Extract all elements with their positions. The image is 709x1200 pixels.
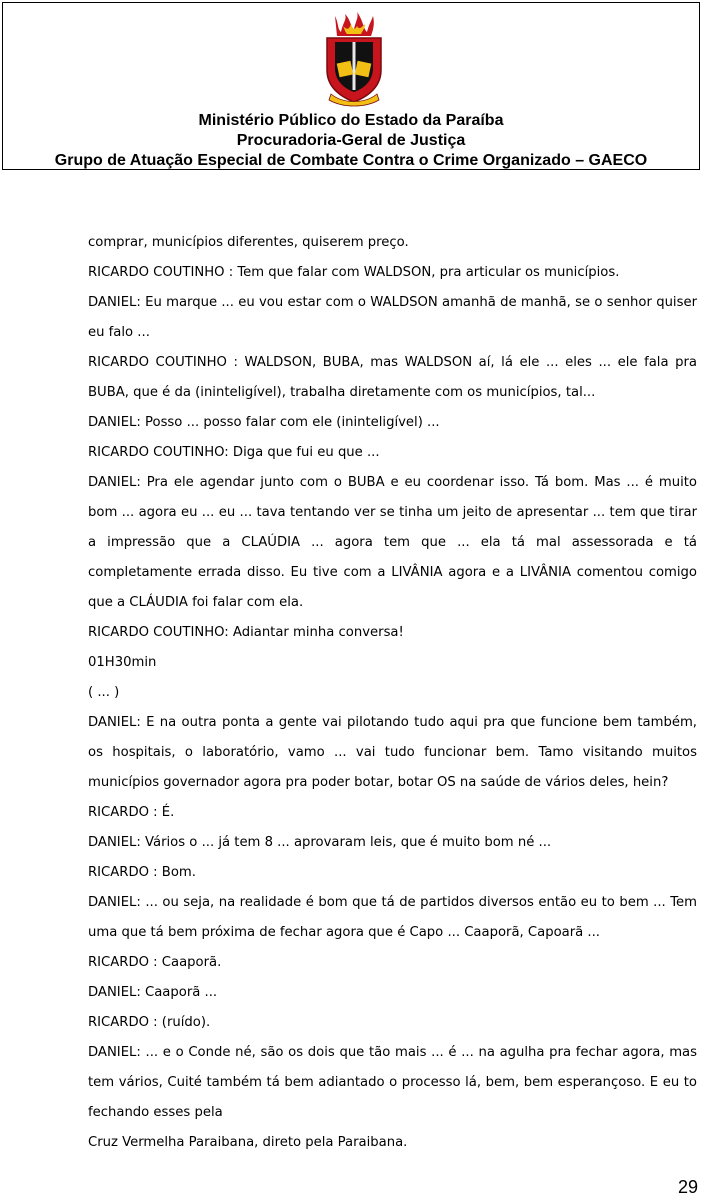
page-number: 29	[677, 1177, 698, 1197]
header-line-ministerio: Ministério Público do Estado da Paraíba	[198, 112, 504, 129]
gaeco-coat-of-arms-icon	[321, 12, 387, 108]
header-line-procuradoria: Procuradoria-Geral de Justiça	[236, 132, 466, 149]
transcript-paragraph: comprar, municípios diferentes, quiserem preço.	[88, 235, 409, 250]
transcript-paragraph: DANIEL: ... ou seja, na realidade é bom que tá de partidos diversos então eu to bem ... Tem uma que tá bem próxima de fechar agora que é Capo ... Caaporã, Capoarã ...	[88, 895, 697, 940]
transcript-paragraph: RICARDO COUTINHO : Tem que falar com WALDSON, pra articular os municípios.	[88, 265, 620, 280]
transcript-timestamp: 01H30min	[88, 655, 157, 670]
transcript-paragraph: DANIEL: Eu marque ... eu vou estar com o WALDSON amanhã de manhã, se o senhor quiser eu falo ...	[88, 295, 697, 340]
transcript-ellipsis: ( ... )	[88, 685, 120, 700]
transcript-paragraph: DANIEL: Caaporã ...	[88, 985, 218, 1000]
transcript-paragraph: RICARDO : (ruído).	[88, 1015, 211, 1030]
header-line-gaeco: Grupo de Atuação Especial de Combate Contra o Crime Organizado – GAECO	[54, 152, 648, 169]
transcript-body	[88, 228, 697, 1158]
transcript-paragraph: DANIEL: Vários o ... já tem 8 ... aprovaram leis, que é muito bom né ...	[88, 835, 552, 850]
transcript-paragraph: RICARDO COUTINHO: Adiantar minha conversa!	[88, 625, 404, 640]
transcript-paragraph: DANIEL: Pra ele agendar junto com o BUBA e eu coordenar isso. Tá bom. Mas ... é muito bom ... agora eu ... eu ... tava tentando ver se tinha um jeito de apresentar ... tem que tirar a impressão que a CLAÚDIA ... agora tem que ... ela tá mal assessorada e tá completamente errada disso. Eu tive com a LIVÂNIA agora e a LIVÂNIA comentou comigo que a CLÁUDIA foi falar com ela.	[88, 475, 697, 610]
transcript-paragraph: RICARDO : Caaporã.	[88, 955, 222, 970]
transcript-paragraph: DANIEL: E na outra ponta a gente vai pilotando tudo aqui pra que funcione bem também, os hospitais, o laboratório, vamo ... vai tudo funcionar bem. Tamo visitando muitos municípios governador agora pra poder botar, botar OS na saúde de vários deles, hein?	[88, 715, 697, 790]
transcript-paragraph: RICARDO : Bom.	[88, 865, 196, 880]
document-header	[2, 2, 700, 170]
transcript-paragraph: Cruz Vermelha Paraibana, direto pela Paraibana.	[88, 1135, 408, 1150]
transcript-paragraph: RICARDO : É.	[88, 805, 175, 820]
transcript-paragraph: DANIEL: ... e o Conde né, são os dois que tão mais ... é ... na agulha pra fechar agora, mas tem vários, Cuité também tá bem adiantado o processo lá, bem, bem esperançoso. E eu to fechando esses pela	[88, 1045, 697, 1120]
transcript-paragraph: RICARDO COUTINHO : WALDSON, BUBA, mas WALDSON aí, lá ele ... eles ... ele fala pra BUBA, que é da (ininteligível), trabalha diretamente com os municípios, tal...	[88, 355, 697, 400]
transcript-paragraph: DANIEL: Posso ... posso falar com ele (ininteligível) ...	[88, 415, 440, 430]
transcript-paragraph: RICARDO COUTINHO: Diga que fui eu que ...	[88, 445, 380, 460]
